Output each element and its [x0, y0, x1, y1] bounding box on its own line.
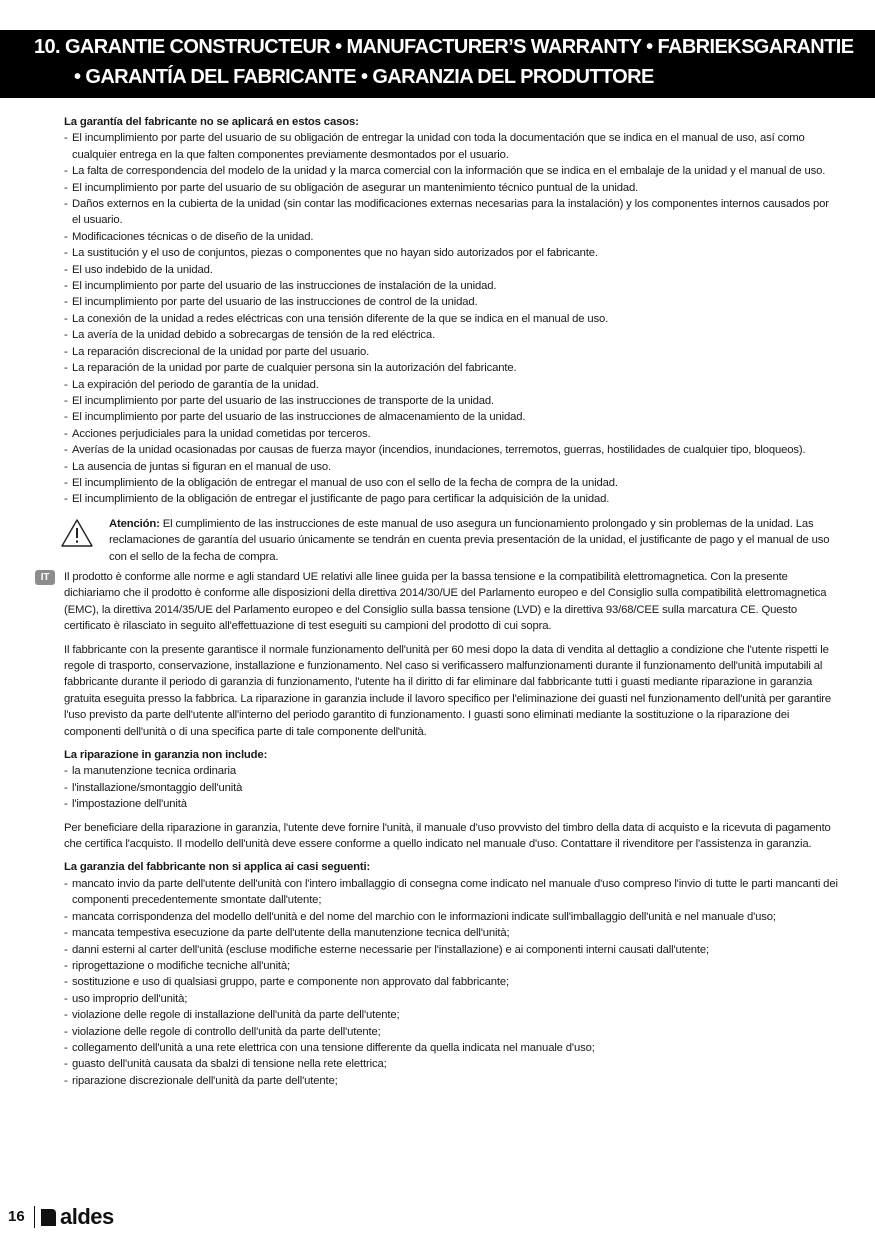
attention-body: El cumplimiento de las instrucciones de este manual de uso asegura un funcionamiento prolongado y sin problemas de la unidad. Las reclamaciones de garantía del usuario únicamente se tendrán en cuenta previa presentación de la unidad, el justificante de pago y el manual de uso con el sello de la fecha de compra. — [109, 517, 830, 563]
list-item: - collegamento dell'unità a una rete elettrica con una tensione differente da quella indicata nel manuale d'uso; — [64, 1040, 840, 1056]
attention-text — [109, 516, 840, 565]
list-item: - danni esterni al carter dell'unità (escluse modifiche esterne necessarie per l'installazione) e ai componenti interni causati dall'utente; — [64, 942, 840, 958]
italian-repair-heading: La riparazione in garanzia non include: — [64, 749, 268, 762]
section-title-line-1: 10. GARANTIE CONSTRUCTEUR • MANUFACTURER’S WARRANTY • FABRIEKSGARANTIE — [34, 36, 854, 58]
list-item: - violazione delle regole di installazione dell'unità da parte dell'utente; — [64, 1007, 840, 1023]
list-item: - la manutenzione tecnica ordinaria — [64, 763, 840, 779]
language-badge-it: IT — [35, 570, 55, 585]
aldes-logo — [40, 1204, 150, 1229]
italian-repair-exclusions — [64, 763, 840, 812]
list-item: - La reparación de la unidad por parte de cualquier persona sin la autorización del fabricante. — [64, 360, 840, 376]
list-item: - El incumplimiento de la obligación de entregar el justificante de pago para certificar la adquisición de la unidad. — [64, 491, 840, 507]
list-item: - Averías de la unidad ocasionadas por causas de fuerza mayor (incendios, inundaciones, terremotos, guerras, hostilidades de cualquier tipo, bloqueos). — [64, 442, 840, 458]
list-item: - El incumplimiento por parte del usuario de las instrucciones de almacenamiento de la unidad. — [64, 409, 840, 425]
list-item: - mancata corrispondenza del modello dell'unità e del nome del marchio con le informazioni indicate sull'imballaggio dell'unità e nel manuale d'uso; — [64, 909, 840, 925]
list-item: - El incumplimiento por parte del usuario de las instrucciones de instalación de la unidad. — [64, 278, 840, 294]
footer-divider — [34, 1206, 35, 1228]
list-item: - La conexión de la unidad a redes eléctricas con una tensión diferente de la que se indica en el manual de uso. — [64, 311, 840, 327]
list-item: - La sustitución y el uso de conjuntos, piezas o componentes que no hayan sido autorizados por el fabricante. — [64, 245, 840, 261]
list-item: - La expiración del periodo de garantía de la unidad. — [64, 377, 840, 393]
list-item: - El uso indebido de la unidad. — [64, 262, 840, 278]
spanish-heading: La garantía del fabricante no se aplicará en estos casos: — [64, 116, 359, 128]
page-content — [40, 114, 840, 1089]
italian-warranty-paragraph: Il fabbricante con la presente garantisce il normale funzionamento dell'unità per 60 mesi dopo la data di vendita al dettaglio a condizione che l'utente rispetti le regole di trasporto, conservazione, installazione e funzionamento. Nel caso si verificassero malfunzionamenti durante il funzionamento dell'unità imputabili al fabbricante durante il periodo di garanzia di funzionamento, l'utente ha il diritto di far eliminare dal fabbricante tutti i guasti mediante riparazione in garanzia gratuita eseguita presso la fabbrica. La riparazione in garanzia include il lavoro specifico per l'eliminazione dei guasti nel funzionamento dell'unità per garantire l'uso previsto da parte dell'utente all'interno del periodo garantito di funzionamento. I guasti sono eliminati mediante la sostituzione o la riparazione dei componenti dell'unità o di una specifica parte di tale componente dell'unità. — [64, 643, 832, 738]
list-item: - El incumplimiento de la obligación de entregar el manual de uso con el sello de la fecha de compra de la unidad. — [64, 475, 840, 491]
italian-claim-paragraph: Per beneficiare della riparazione in garanzia, l'utente deve fornire l'unità, il manuale d'uso provvisto del timbro della data di acquisto e la ricevuta di pagamento che certifica l'acquisto. Il modello dell'unità deve essere conforme a quello indicato nel manuale d'uso. Contattare il rivenditore per l'assistenza in garanzia. — [64, 821, 831, 851]
list-item: - riprogettazione o modifiche tecniche all'unità; — [64, 958, 840, 974]
list-item: - l'impostazione dell'unità — [64, 796, 840, 812]
italian-exclusion-heading: La garanzia del fabbricante non si applica ai casi seguenti: — [64, 861, 371, 874]
warning-triangle-icon — [60, 518, 94, 548]
logo-text: aldes — [60, 1204, 114, 1229]
list-item: - La reparación discrecional de la unidad por parte del usuario. — [64, 344, 840, 360]
section-title-line-2: • GARANTÍA DEL FABRICANTE • GARANZIA DEL PRODUTTORE — [74, 66, 654, 88]
list-item: - riparazione discrezionale dell'unità da parte dell'utente; — [64, 1073, 840, 1089]
list-item: - Daños externos en la cubierta de la unidad (sin contar las modificaciones externas necesarias para la instalación) y los componentes internos causados por el usuario. — [64, 196, 840, 229]
logo-mark-icon — [41, 1209, 56, 1226]
list-item: - sostituzione e uso di qualsiasi gruppo, parte e componente non approvato dal fabbricante; — [64, 974, 840, 990]
attention-note — [64, 516, 840, 565]
section-header — [0, 30, 875, 98]
list-item: - La avería de la unidad debido a sobrecargas de tensión de la red eléctrica. — [64, 327, 840, 343]
list-item: - El incumplimiento por parte del usuario de las instrucciones de control de la unidad. — [64, 294, 840, 310]
list-item: - l'installazione/smontaggio dell'unità — [64, 780, 840, 796]
spanish-exclusion-list — [64, 130, 840, 507]
list-item: - La falta de correspondencia del modelo de la unidad y la marca comercial con la información que se indica en el embalaje de la unidad y el manual de uso. — [64, 163, 840, 179]
italian-exclusion-list — [64, 876, 840, 1089]
italian-conformity-paragraph: Il prodotto è conforme alle norme e agli standard UE relativi alle linee guida per la bassa tensione e la compatibilità elettromagnetica. Con la presente dichiariamo che il prodotto è conforme alle disposizioni della direttiva 2014/30/UE del Parlamento europeo e del Consiglio sulla compatibilità elettromagnetica (EMC), la direttiva 2014/35/UE del Parlamento europeo e del Consiglio sulla bassa tensione (LVD) e la direttiva 93/68/CEE sulla marcatura CE. Questo certificato è rilasciato in seguito all'effettuazione di test eseguiti su campioni del prodotto di cui sopra. — [64, 570, 827, 633]
italian-section — [40, 569, 840, 1089]
list-item: - El incumplimiento por parte del usuario de su obligación de entregar la unidad con toda la documentación que se indica en el manual de uso, así como cualquier entrega en la que falten componentes previamente desmontados por el usuario. — [64, 130, 840, 163]
list-item: - mancato invio da parte dell'utente dell'unità con l'intero imballaggio di consegna come indicato nel manuale d'uso compreso l'invio di tutte le parti mancanti dei componenti precedentemente smontate dall'utente; — [64, 876, 840, 909]
list-item: - violazione delle regole di controllo dell'unità da parte dell'utente; — [64, 1024, 840, 1040]
list-item: - La ausencia de juntas si figuran en el manual de uso. — [64, 459, 840, 475]
list-item: - Modificaciones técnicas o de diseño de la unidad. — [64, 229, 840, 245]
list-item: - uso improprio dell'unità; — [64, 991, 840, 1007]
attention-label: Atención: — [109, 517, 160, 530]
list-item: - El incumplimiento por parte del usuario de las instrucciones de transporte de la unidad. — [64, 393, 840, 409]
page-number: 16 — [8, 1208, 25, 1225]
list-item: - mancata tempestiva esecuzione da parte dell'utente della manutenzione tecnica dell'unità; — [64, 925, 840, 941]
list-item: - guasto dell'unità causata da sbalzi di tensione nella rete elettrica; — [64, 1056, 840, 1072]
list-item: - El incumplimiento por parte del usuario de su obligación de asegurar un mantenimiento técnico puntual de la unidad. — [64, 180, 840, 196]
list-item: - Acciones perjudiciales para la unidad cometidas por terceros. — [64, 426, 840, 442]
